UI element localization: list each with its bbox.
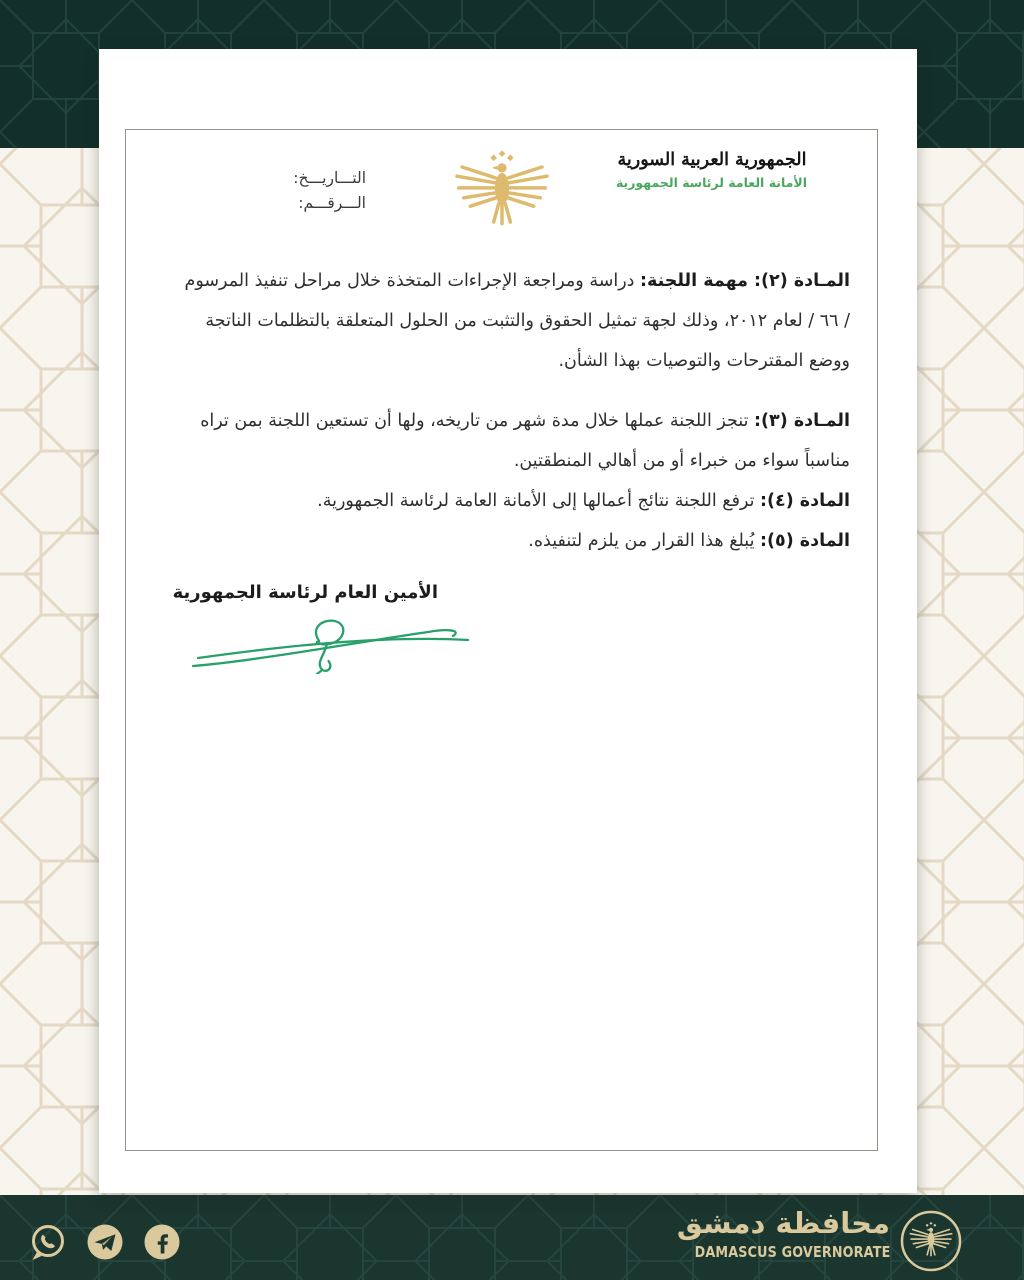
eagle-circle-badge-icon — [897, 1209, 965, 1273]
telegram-icon[interactable] — [85, 1222, 125, 1262]
article-label: المـادة (٣): — [754, 411, 850, 431]
letterhead-logo-block — [617, 150, 807, 190]
article-line — [144, 301, 850, 341]
article-text: ووضع المقترحات والتوصيات بهذا الشأن. — [558, 351, 850, 371]
number-label: الـــرقـــم: — [298, 194, 366, 212]
article-line — [144, 261, 850, 301]
org-name-arabic: محافظة دمشق — [676, 1206, 890, 1240]
republic-title: الجمهورية العربية السورية — [617, 150, 807, 170]
document-card — [99, 49, 917, 1193]
article-line — [144, 521, 850, 561]
article-text: دراسة ومراجعة الإجراءات المتخذة خلال مراحل تنفيذ المرسوم — [184, 271, 641, 291]
facebook-icon[interactable] — [142, 1222, 182, 1262]
footer-band — [0, 1195, 1024, 1280]
golden-eagle-emblem-icon — [452, 148, 552, 236]
article-line — [144, 441, 850, 481]
org-name-english: DAMASCUS GOVERNORATE — [694, 1243, 890, 1261]
article-text: مناسباً سواء من خبراء أو من أهالي المنطقتين. — [513, 451, 850, 471]
whatsapp-icon[interactable] — [28, 1222, 68, 1262]
article-label: المـادة (٢): مهمة اللجنة: — [640, 271, 850, 291]
article-text: ترفع اللجنة نتائج أعمالها إلى الأمانة العامة لرئاسة الجمهورية. — [317, 491, 761, 511]
article-line — [144, 401, 850, 441]
scanned-page — [125, 129, 878, 1151]
article-text: تنجز اللجنة عملها خلال مدة شهر من تاريخه، ولها أن تستعين اللجنة بمن تراه — [200, 411, 755, 431]
article-line — [144, 481, 850, 521]
signature-scribble-icon — [190, 612, 482, 674]
article-label: المادة (٤): — [760, 491, 850, 511]
social-icons-row — [28, 1222, 182, 1262]
article-line — [144, 341, 850, 381]
secretariat-title: الأمانة العامة لرئاسة الجمهورية — [615, 175, 807, 190]
letterhead-reference-block — [256, 166, 366, 216]
article-label: المادة (٥): — [760, 531, 850, 551]
article-text: / ٦٦ / لعام ٢٠١٢، وذلك لجهة تمثيل الحقوق والتثبت من الحلول المتعلقة بالتظلمات الناتجة — [205, 311, 850, 331]
signature-title: الأمين العام لرئاسة الجمهورية — [172, 582, 438, 603]
footer-org-block — [660, 1206, 890, 1261]
date-label: التـــاريـــخ: — [293, 169, 366, 187]
article-text: يُبلغ هذا القرار من يلزم لتنفيذه. — [528, 531, 761, 551]
document-body — [144, 261, 850, 561]
